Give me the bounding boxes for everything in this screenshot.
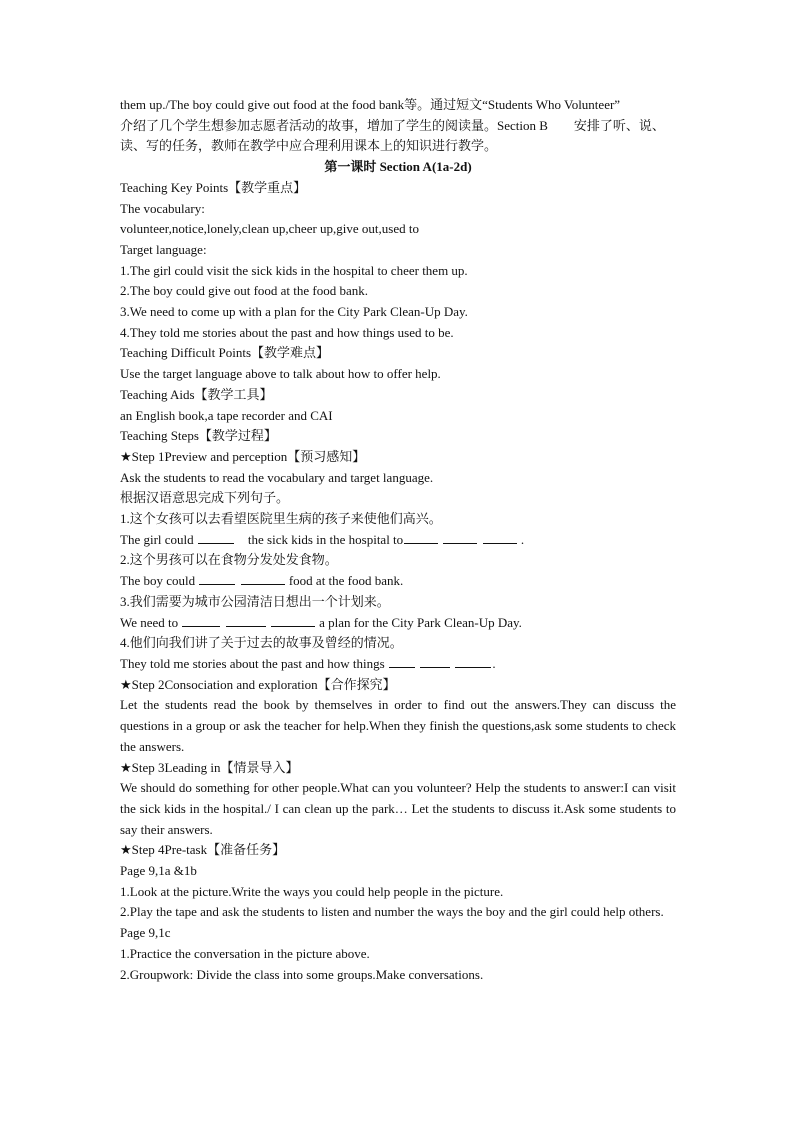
step3-heading: ★Step 3Leading in【情景导入】	[120, 759, 299, 775]
question2-part-a: The boy could	[120, 573, 196, 589]
intro-line-3: 读、写的任务，教师在教学中应合理利用课本上的知识进行教学。	[120, 138, 498, 154]
teaching-steps-heading: Teaching Steps【教学过程】	[120, 428, 277, 444]
vocabulary-list: volunteer,notice,lonely,clean up,cheer up,give out,used to	[120, 221, 419, 237]
question4-part-a: They told me stories about the past and how things	[120, 655, 385, 671]
answer-blank	[420, 654, 450, 668]
question1-cn: 1.这个女孩可以去看望医院里生病的孩子来使他们高兴。	[120, 511, 442, 527]
question3-en	[120, 613, 676, 634]
target-sentence: 3.We need to come up with a plan for the City Park Clean-Up Day.	[120, 304, 468, 320]
answer-blank	[199, 571, 235, 585]
target-sentence: 4.They told me stories about the past and how things used to be.	[120, 324, 454, 340]
target-language-label: Target language:	[120, 241, 207, 257]
intro-line-1: them up./The boy could give out food at the food bank等。通过短文“Students Who Volunteer”	[120, 97, 621, 112]
answer-blank	[455, 654, 491, 668]
step1-instruction: Ask the students to read the vocabulary and target language.	[120, 469, 434, 485]
step4-page-ref-2: Page 9,1c	[120, 925, 171, 941]
step2-heading: ★Step 2Consociation and exploration【合作探究】	[120, 676, 396, 692]
question1-end: .	[520, 531, 525, 547]
step3-text: We should do something for other people.What can you volunteer? Help the students to answer:I can visit the sick kids in the hospital./ I can clean up the park… Let the students to discuss it.Ask some students to say their answers.	[120, 780, 676, 837]
answer-blank	[241, 571, 285, 585]
question2-cn: 2.这个男孩可以在食物分发处发食物。	[120, 552, 338, 568]
step4-page-ref-1: Page 9,1a &1b	[120, 863, 197, 879]
difficult-points-text: Use the target language above to talk about how to offer help.	[120, 366, 441, 382]
target-sentence: 2.The boy could give out food at the food bank.	[120, 283, 369, 299]
step4-item-2: 2.Play the tape and ask the students to listen and number the ways the boy and the girl could help others.	[120, 904, 664, 920]
teaching-aids-text: an English book,a tape recorder and CAI	[120, 407, 333, 423]
answer-blank	[443, 530, 477, 544]
step4-item-4: 2.Groupwork: Divide the class into some groups.Make conversations.	[120, 966, 484, 982]
question1-part-b: the sick kids in the hospital to	[247, 531, 404, 547]
step1-heading: ★Step 1Preview and perception【预习感知】	[120, 448, 366, 464]
question4-en	[120, 654, 676, 675]
target-sentence: 1.The girl could visit the sick kids in the hospital to cheer them up.	[120, 262, 468, 278]
answer-blank	[483, 530, 517, 544]
answer-blank	[198, 530, 234, 544]
difficult-points-heading: Teaching Difficult Points【教学难点】	[120, 345, 329, 361]
step2-text: Let the students read the book by themselves in order to find out the answers.They can discuss the questions in a group or ask the teacher for help.When they finish the questions,ask some students to check the answers.	[120, 697, 676, 754]
question4-cn: 4.他们向我们讲了关于过去的故事及曾经的情况。	[120, 635, 403, 651]
step4-item-3: 1.Practice the conversation in the picture above.	[120, 945, 370, 961]
step4-item-1: 1.Look at the picture.Write the ways you could help people in the picture.	[120, 883, 504, 899]
key-points-heading: Teaching Key Points【教学重点】	[120, 179, 307, 195]
question4-end: .	[492, 655, 496, 671]
intro-line-2: 介绍了几个学生想参加志愿者活动的故事，增加了学生的阅读量。Section B 安排了听、说、	[120, 117, 665, 133]
step1-instruction-cn: 根据汉语意思完成下列句子。	[120, 490, 290, 506]
vocabulary-label: The vocabulary:	[120, 200, 205, 216]
step4-heading: ★Step 4Pre-task【准备任务】	[120, 842, 286, 858]
question1-en	[120, 530, 676, 551]
question3-part-a: We need to	[120, 614, 179, 630]
answer-blank	[389, 654, 415, 668]
question2-part-b: food at the food bank.	[288, 573, 404, 589]
answer-blank	[226, 613, 266, 627]
question3-part-b: a plan for the City Park Clean-Up Day.	[319, 614, 522, 630]
answer-blank	[271, 613, 315, 627]
question1-part-a: The girl could	[120, 531, 194, 547]
lesson-title: 第一课时 Section A(1a-2d)	[324, 159, 472, 175]
teaching-aids-heading: Teaching Aids【教学工具】	[120, 386, 273, 402]
answer-blank	[182, 613, 220, 627]
question2-en	[120, 571, 676, 592]
question3-cn: 3.我们需要为城市公园清洁日想出一个计划来。	[120, 593, 390, 609]
answer-blank	[404, 530, 438, 544]
